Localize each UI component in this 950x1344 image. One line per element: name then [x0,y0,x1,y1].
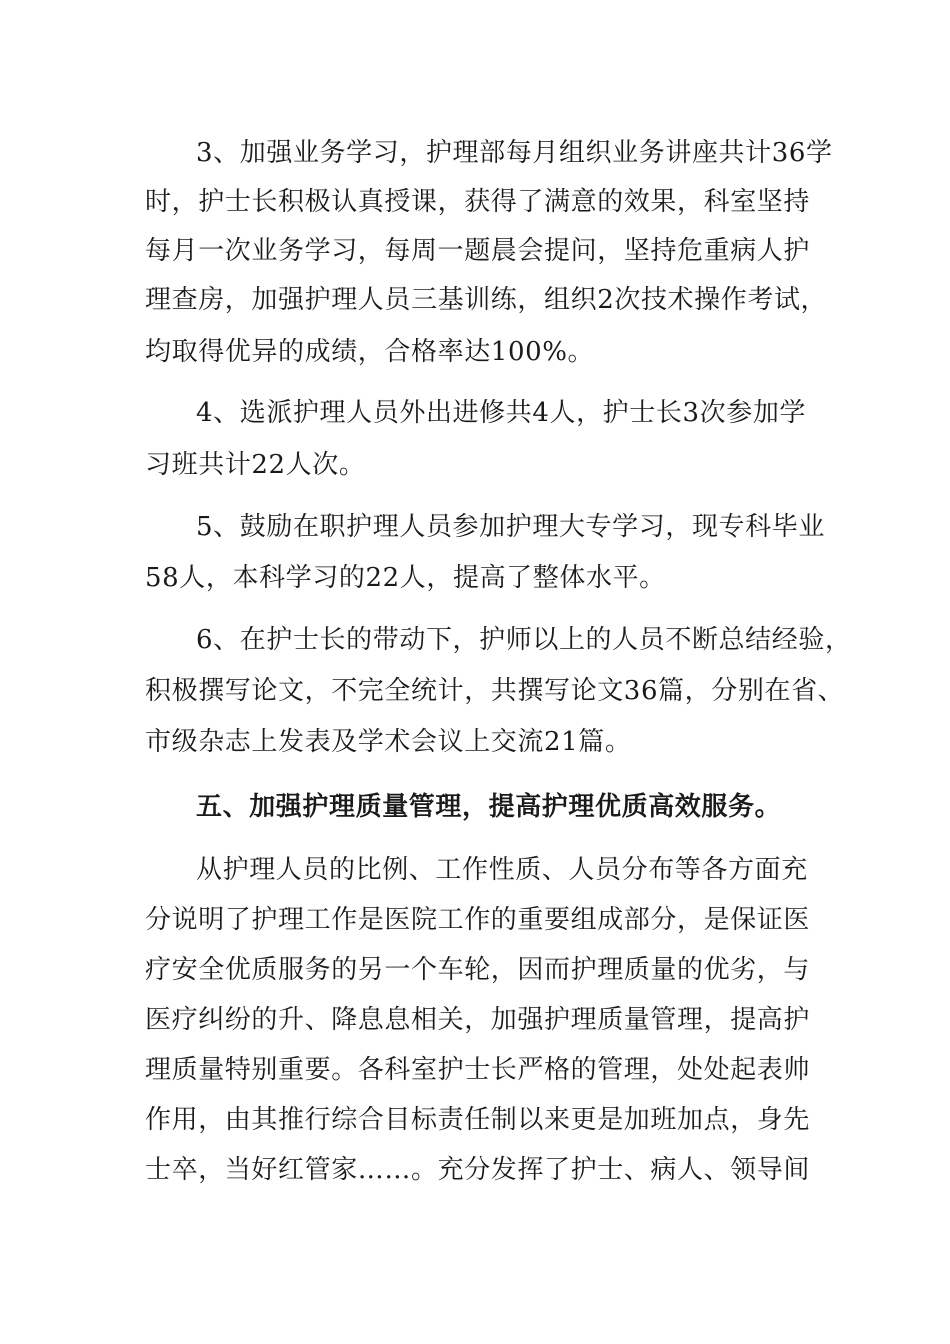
paragraph-5-line-1: 5、鼓励在职护理人员参加护理大专学习，现专科毕业 [196,512,825,542]
paragraph-3-line-2: 时，护士长积极认真授课，获得了满意的效果，科室坚持 [145,187,811,217]
paragraph-4-line-1: 4、选派护理人员外出进修共4人，护士长3次参加学 [196,398,807,428]
paragraph-6-line-3: 市级杂志上发表及学术会议上交流21篇。 [145,727,632,757]
paragraph-7-line-2: 分说明了护理工作是医院工作的重要组成部分，是保证医 [145,905,811,935]
paragraph-3-line-3: 每月一次业务学习，每周一题晨会提问，坚持危重病人护 [145,236,811,266]
paragraph-6-line-1: 6、在护士长的带动下，护师以上的人员不断总结经验， [196,625,852,655]
paragraph-6-line-2: 积极撰写论文，不完全统计，共撰写论文36篇，分别在省、 [145,676,845,706]
paragraph-3-line-1: 3、加强业务学习，护理部每月组织业务讲座共计36学 [196,138,833,168]
paragraph-7-line-7: 士卒，当好红管家……。充分发挥了护士、病人、领导间 [145,1155,811,1185]
section-heading: 五、加强护理质量管理，提高护理优质高效服务。 [196,792,782,822]
paragraph-7-line-6: 作用，由其推行综合目标责任制以来更是加班加点，身先 [145,1105,811,1135]
paragraph-7-line-5: 理质量特别重要。各科室护士长严格的管理，处处起表帅 [145,1055,811,1085]
paragraph-7-line-3: 疗安全优质服务的另一个车轮，因而护理质量的优劣，与 [145,955,811,985]
paragraph-7-line-4: 医疗纠纷的升、降息息相关，加强护理质量管理，提高护 [145,1005,811,1035]
paragraph-4-line-2: 习班共计22人次。 [145,450,366,480]
paragraph-3-line-5: 均取得优异的成绩，合格率达100%。 [145,337,595,367]
paragraph-5-line-2: 58人，本科学习的22人，提高了整体水平。 [145,563,666,593]
paragraph-7-line-1: 从护理人员的比例、工作性质、人员分布等各方面充 [196,855,808,885]
paragraph-3-line-4: 理查房，加强护理人员三基训练，组织2次技术操作考试， [145,285,828,315]
